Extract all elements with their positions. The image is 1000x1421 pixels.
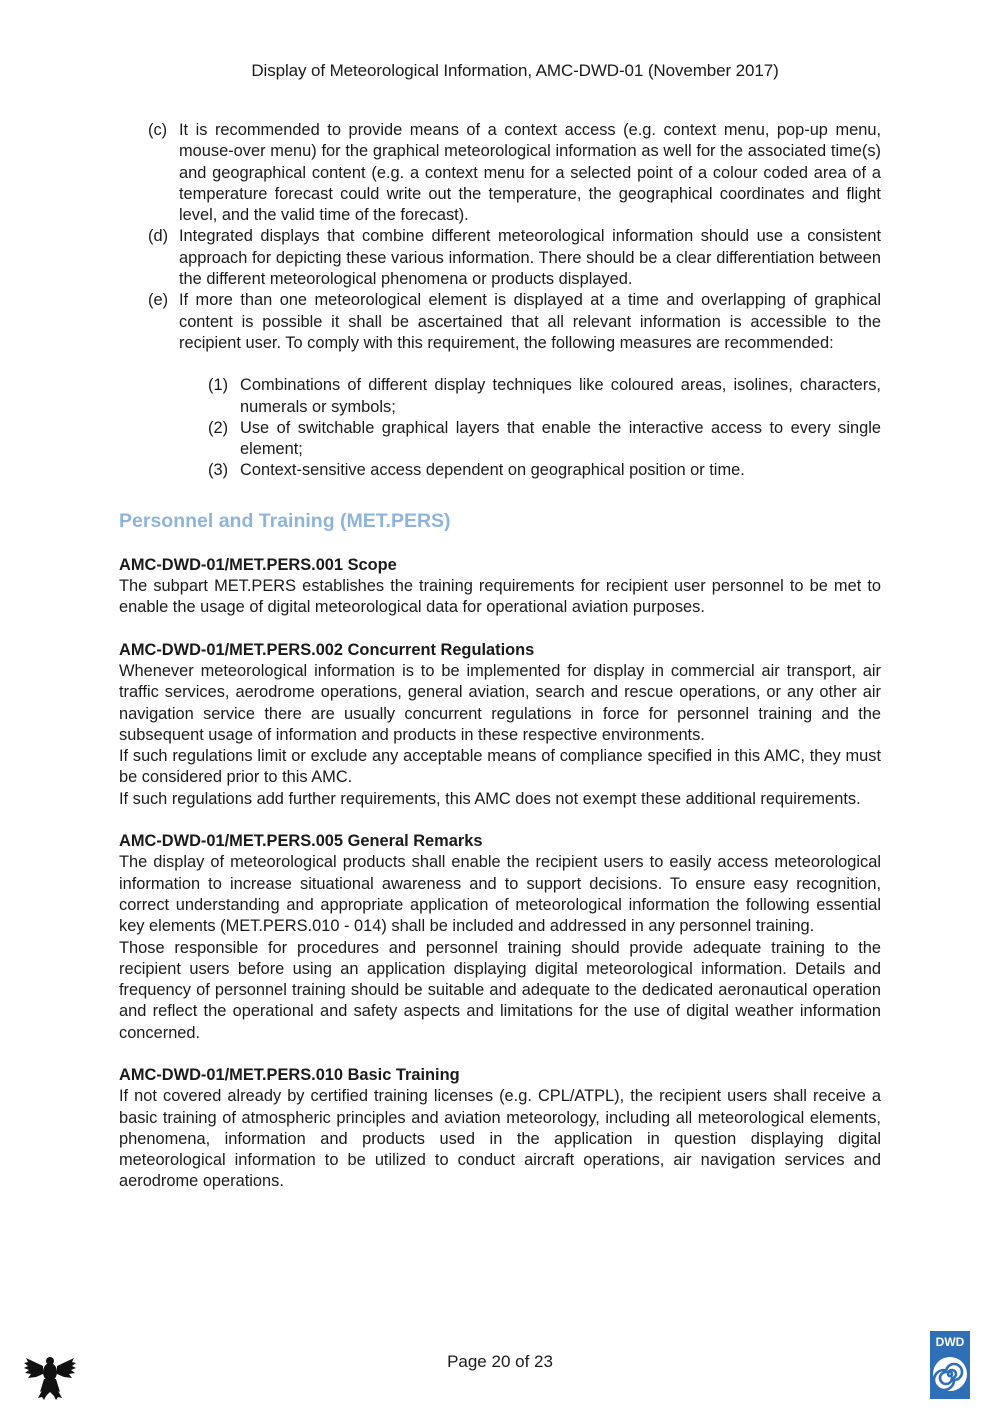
section-title: Personnel and Training (MET.PERS) <box>119 509 451 532</box>
sub-list-marker: (2) <box>208 418 229 437</box>
document-body <box>119 120 881 1193</box>
basic-training-paragraph: If not covered already by certified training licenses (e.g. CPL/ATPL), the recipient users shall receive a basic training of atmospheric principles and aviation meteorology, including all meteorological elements, phenomena, information and products used in the application in question displaying digital meteorological information to be utilized to conduct aircraft operations, air navigation services and aerodrome operations. <box>119 1087 881 1191</box>
concurrent-paragraph-3: If such regulations add further requirements, this AMC does not exempt these additional requirements. <box>119 789 861 808</box>
remarks-paragraph-1: The display of meteorological products shall enable the recipient users to easily access meteorological information to increase situational awareness and to support decisions. To ensure easy recognition, correct understanding and appropriate application of meteorological information the following essential key elements (MET.PERS.010 - 014) shall be included and addressed in any personnel training. <box>119 853 881 936</box>
sub-list-item-1 <box>119 375 881 418</box>
list-item-d <box>119 226 881 290</box>
list-marker: (e) <box>148 291 169 310</box>
list-item-e <box>119 290 881 354</box>
page-number: Page 20 of 23 <box>447 1352 553 1371</box>
dwd-logo <box>930 1331 970 1399</box>
sub-list-item-3 <box>119 460 881 481</box>
concurrent-paragraph-2: If such regulations limit or exclude any acceptable means of compliance specified in this AMC, they must be considered prior to this AMC. <box>119 747 881 787</box>
list-marker: (c) <box>148 121 168 139</box>
dwd-logo-text: DWD <box>935 1335 965 1349</box>
list-item-text: It is recommended to provide means of a context access (e.g. context menu, pop-up menu, mouse-over menu) for the graphical meteorological information as well for the associated time(s) and geographical content (e.g. a context menu for a selected point of a colour coded area of a temperature forecast could write out the temperature, the geographical coordinates and flight level, and the valid time of the forecast). <box>179 121 881 225</box>
concurrent-regulations-heading: AMC-DWD-01/MET.PERS.002 Concurrent Regulations <box>119 640 535 659</box>
list-item-text: Integrated displays that combine different meteorological information should use a consistent approach for depicting these various information. There should be a clear differentiation between the different meteorological phenomena or products displayed. <box>179 227 881 289</box>
sub-list-item-2 <box>119 418 881 461</box>
list-item-text: If more than one meteorological element is displayed at a time and overlapping of graphical content is possible it shall be ascertained that all relevant information is accessible to the recipient user. To comply with this requirement, the following measures are recommended: <box>179 291 881 352</box>
sub-list-item-text: Context-sensitive access dependent on geographical position or time. <box>240 461 745 480</box>
basic-training-heading: AMC-DWD-01/MET.PERS.010 Basic Training <box>119 1065 460 1084</box>
scope-heading: AMC-DWD-01/MET.PERS.001 Scope <box>119 555 397 574</box>
page-header: Display of Meteorological Information, AMC-DWD-01 (November 2017) <box>251 61 779 80</box>
sub-list-marker: (1) <box>208 376 229 395</box>
sub-list-marker: (3) <box>208 461 229 480</box>
sub-list-item-text: Combinations of different display techniques like coloured areas, isolines, characters, numerals or symbols; <box>240 376 881 416</box>
sub-list-item-text: Use of switchable graphical layers that enable the interactive access to every single element; <box>240 418 881 459</box>
scope-paragraph: The subpart MET.PERS establishes the training requirements for recipient user personnel to be met to enable the usage of digital meteorological data for operational aviation purposes. <box>119 577 881 617</box>
list-marker: (d) <box>148 227 169 246</box>
list-item-c <box>119 120 881 226</box>
concurrent-paragraph-1: Whenever meteorological information is to be implemented for display in commercial air transport, air traffic services, aerodrome operations, general aviation, search and rescue operations, or any other air navigation service there are usually concurrent regulations in force for personnel training and the subsequent usage of information and products in these respective environments. <box>119 661 881 744</box>
remarks-paragraph-2: Those responsible for procedures and personnel training should provide adequate training to the recipient users before using an application displaying digital meteorological information. Details and frequency of personnel training should be suitable and adequate to the dedicated aeronautical operation and reflect the operational and safety aspects and limitations for the use of digital weather information concerned. <box>119 938 881 1042</box>
general-remarks-heading: AMC-DWD-01/MET.PERS.005 General Remarks <box>119 832 483 851</box>
sub-list <box>119 375 881 481</box>
